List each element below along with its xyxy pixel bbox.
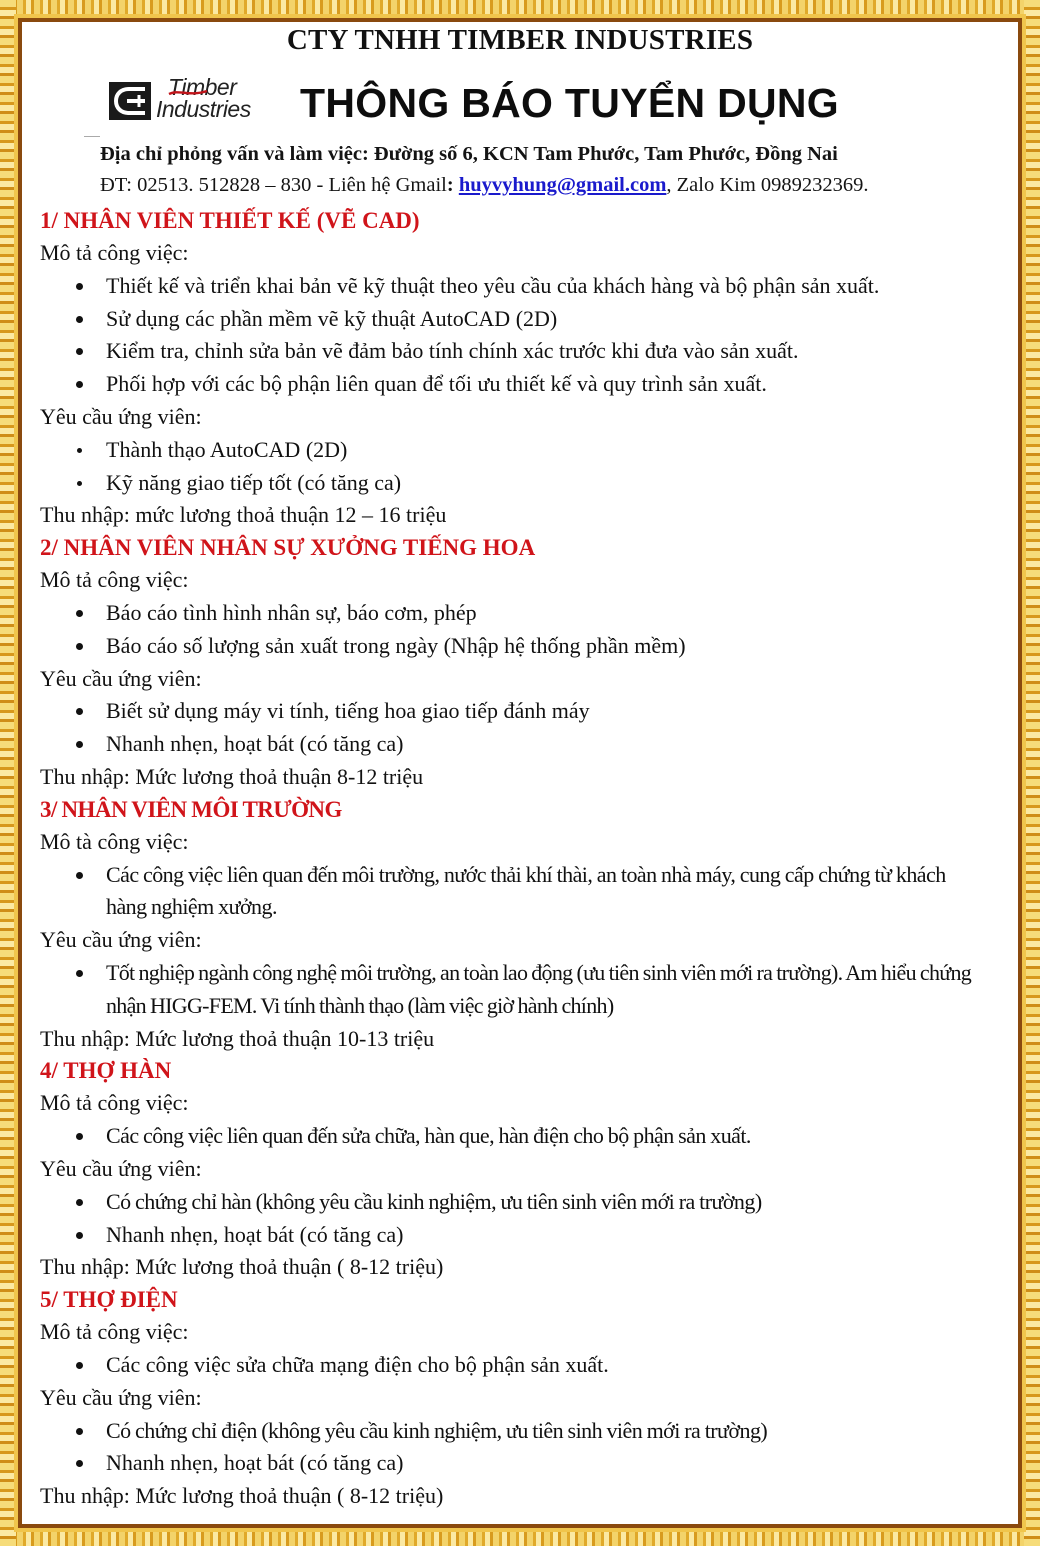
list-item-text: Phối hợp với các bộ phận liên quan để tối ưu thiết kế và quy trình sản xuất.: [106, 371, 767, 397]
job-section: [40, 1284, 1010, 1513]
bullet-icon: [76, 1428, 83, 1435]
company-logo: [109, 74, 279, 124]
requirements-label: Yêu cầu ứng viên:: [40, 403, 202, 429]
bullet-icon: [77, 481, 82, 486]
contact-zalo: , Zalo Kim 0989232369.: [666, 174, 869, 196]
bullet-icon: [76, 1232, 83, 1239]
list-item: [40, 1349, 1010, 1382]
bullet-icon: [76, 610, 83, 617]
income-line: Thu nhập: Mức lương thoả thuận ( 8-12 triệu): [40, 1483, 444, 1509]
list-item: [40, 368, 1010, 401]
bullet-icon: [76, 970, 83, 977]
list-item: [40, 1219, 1010, 1252]
logo-wordmark: [156, 76, 251, 120]
job-title: 5/ THỢ ĐIỆN: [40, 1287, 178, 1313]
list-item: [40, 1415, 1010, 1448]
description-label: Mô tả công việc:: [40, 240, 189, 265]
list-item-text: Sử dụng các phần mềm vẽ kỹ thuật AutoCAD (2D): [106, 305, 558, 331]
list-item: [40, 859, 1010, 925]
description-list: [40, 1349, 1010, 1382]
list-item-text: Các công việc sửa chữa mạng điện cho bộ phận sản xuất.: [106, 1351, 609, 1377]
job-title: 3/ NHÂN VIÊN MÔI TRƯỜNG: [40, 796, 342, 822]
list-item: [40, 270, 1010, 303]
income-line: Thu nhập: Mức lương thoả thuận 8-12 triệu: [40, 763, 424, 789]
list-item: [40, 597, 1010, 630]
list-item: [40, 335, 1010, 368]
requirements-list: [40, 957, 1010, 1023]
list-item-text: Các công việc liên quan đến môi trường, nước thải khí thài, an toàn nhà máy, cung cấp chứng từ khách hàng nghiệm xưởng.: [106, 861, 946, 920]
company-name: CTY TNHH TIMBER INDUSTRIES: [286, 24, 754, 56]
list-item-text: Có chứng chỉ điện (không yêu cầu kinh nghiệm, ưu tiên sinh viên mới ra trường): [106, 1417, 768, 1443]
list-item: [40, 434, 1010, 467]
list-item: [40, 695, 1010, 728]
list-item-text: Báo cáo số lượng sản xuất trong ngày (Nhập hệ thống phần mềm): [106, 632, 686, 658]
job-title: 4/ THỢ HÀN: [40, 1058, 172, 1084]
description-label: Mô tả công việc:: [40, 1319, 189, 1345]
contact-colon: :: [446, 174, 459, 196]
interview-address: Địa chỉ phỏng vấn và làm việc: Đường số 6, KCN Tam Phước, Tam Phước, Đồng Nai: [100, 143, 838, 165]
list-item-text: Báo cáo tình hình nhân sự, báo cơm, phép: [106, 599, 477, 625]
list-item: [40, 957, 1010, 1023]
requirements-label: Yêu cầu ứng viên:: [40, 665, 202, 691]
contact-line: [100, 174, 869, 197]
description-list: [40, 597, 1010, 663]
bullet-icon: [76, 1199, 83, 1206]
list-item: [40, 728, 1010, 761]
bullet-icon: [76, 1362, 83, 1369]
income-line: Thu nhập: Mức lương thoả thuận ( 8-12 triệu): [40, 1254, 444, 1280]
notice-title: THÔNG BÁO TUYỂN DỤNG: [300, 80, 839, 126]
job-section: [40, 794, 1010, 1056]
requirements-list: [40, 695, 1010, 761]
bullet-icon: [76, 348, 83, 355]
list-item-text: Nhanh nhẹn, hoạt bát (có tăng ca): [106, 1221, 404, 1247]
logo-line-2: Industries: [156, 96, 251, 122]
list-item-text: Thiết kế và triển khai bản vẽ kỹ thuật theo yêu cầu của khách hàng và bộ phận sản xuất.: [106, 272, 880, 298]
description-label: Mô tả công việc:: [40, 1090, 189, 1116]
list-item-text: Nhanh nhẹn, hoạt bát (có tăng ca): [106, 731, 404, 757]
description-label: Mô tả công việc:: [40, 567, 189, 593]
requirements-label: Yêu cầu ứng viên:: [40, 927, 202, 953]
list-item-text: Kỹ năng giao tiếp tốt (có tăng ca): [106, 469, 402, 495]
bullet-icon: [76, 381, 83, 388]
description-list: [40, 270, 1010, 401]
description-list: [40, 859, 1010, 925]
bullet-icon: [76, 1133, 83, 1140]
list-item: [40, 1447, 1010, 1480]
list-item: [40, 467, 1010, 500]
list-item: [40, 303, 1010, 336]
bullet-icon: [76, 316, 83, 323]
list-item-text: Kiểm tra, chỉnh sửa bản vẽ đảm bảo tính chính xác trước khi đưa vào sản xuất.: [106, 338, 799, 364]
list-item: [40, 1120, 1010, 1153]
bullet-icon: [76, 741, 83, 748]
logo-line-1: Timber: [168, 74, 237, 100]
job-list: [40, 205, 1010, 1513]
job-section: [40, 205, 1010, 532]
requirements-list: [40, 434, 1010, 500]
requirements-list: [40, 1186, 1010, 1252]
job-title: 1/ NHÂN VIÊN THIẾT KẾ (VẼ CAD): [40, 208, 420, 233]
contact-phone: ĐT: 02513. 512828 – 830 - Liên hệ Gmail: [100, 174, 447, 196]
requirements-label: Yêu cầu ứng viên:: [40, 1384, 202, 1410]
divider: [84, 136, 100, 137]
bullet-icon: [76, 872, 83, 879]
frame-right-ornament: [1024, 0, 1040, 1546]
list-item-text: Các công việc liên quan đến sửa chữa, hàn que, hàn điện cho bộ phận sản xuất.: [106, 1123, 751, 1149]
list-item: [40, 1186, 1010, 1219]
bullet-icon: [76, 1460, 83, 1467]
list-item: [40, 630, 1010, 663]
income-line: Thu nhập: Mức lương thoả thuận 10-13 triệu: [40, 1025, 435, 1051]
bullet-icon: [76, 708, 83, 715]
list-item-text: Biết sử dụng máy vi tính, tiếng hoa giao tiếp đánh máy: [106, 698, 590, 724]
logo-swoosh-icon: [167, 88, 209, 98]
list-item-text: Có chứng chỉ hàn (không yêu cầu kinh nghiệm, ưu tiên sinh viên mới ra trường): [106, 1188, 762, 1214]
document-page: [22, 22, 1018, 1524]
list-item-text: Tốt nghiệp ngành công nghệ môi trường, an toàn lao động (ưu tiên sinh viên mới ra trường). Am hiểu chứng nhận HIGG-FEM. Vi tính thành thạo (làm việc giờ hành chính): [106, 959, 972, 1018]
requirements-label: Yêu cầu ứng viên:: [40, 1155, 202, 1181]
list-item-text: Nhanh nhẹn, hoạt bát (có tăng ca): [106, 1450, 404, 1476]
description-label: Mô tà công việc:: [40, 828, 189, 854]
description-list: [40, 1120, 1010, 1153]
job-section: [40, 532, 1010, 794]
bullet-icon: [76, 643, 83, 650]
requirements-list: [40, 1415, 1010, 1481]
logo-mark-icon: [109, 82, 151, 120]
list-item-text: Thành thạo AutoCAD (2D): [106, 436, 348, 462]
job-section: [40, 1055, 1010, 1284]
income-line: Thu nhập: mức lương thoả thuận 12 – 16 triệu: [40, 502, 447, 528]
job-title: 2/ NHÂN VIÊN NHÂN SỰ XƯỞNG TIẾNG HOA: [40, 535, 536, 561]
bullet-icon: [76, 283, 83, 290]
email-link[interactable]: huyvyhung@gmail.com: [458, 174, 667, 196]
bullet-icon: [77, 448, 82, 453]
